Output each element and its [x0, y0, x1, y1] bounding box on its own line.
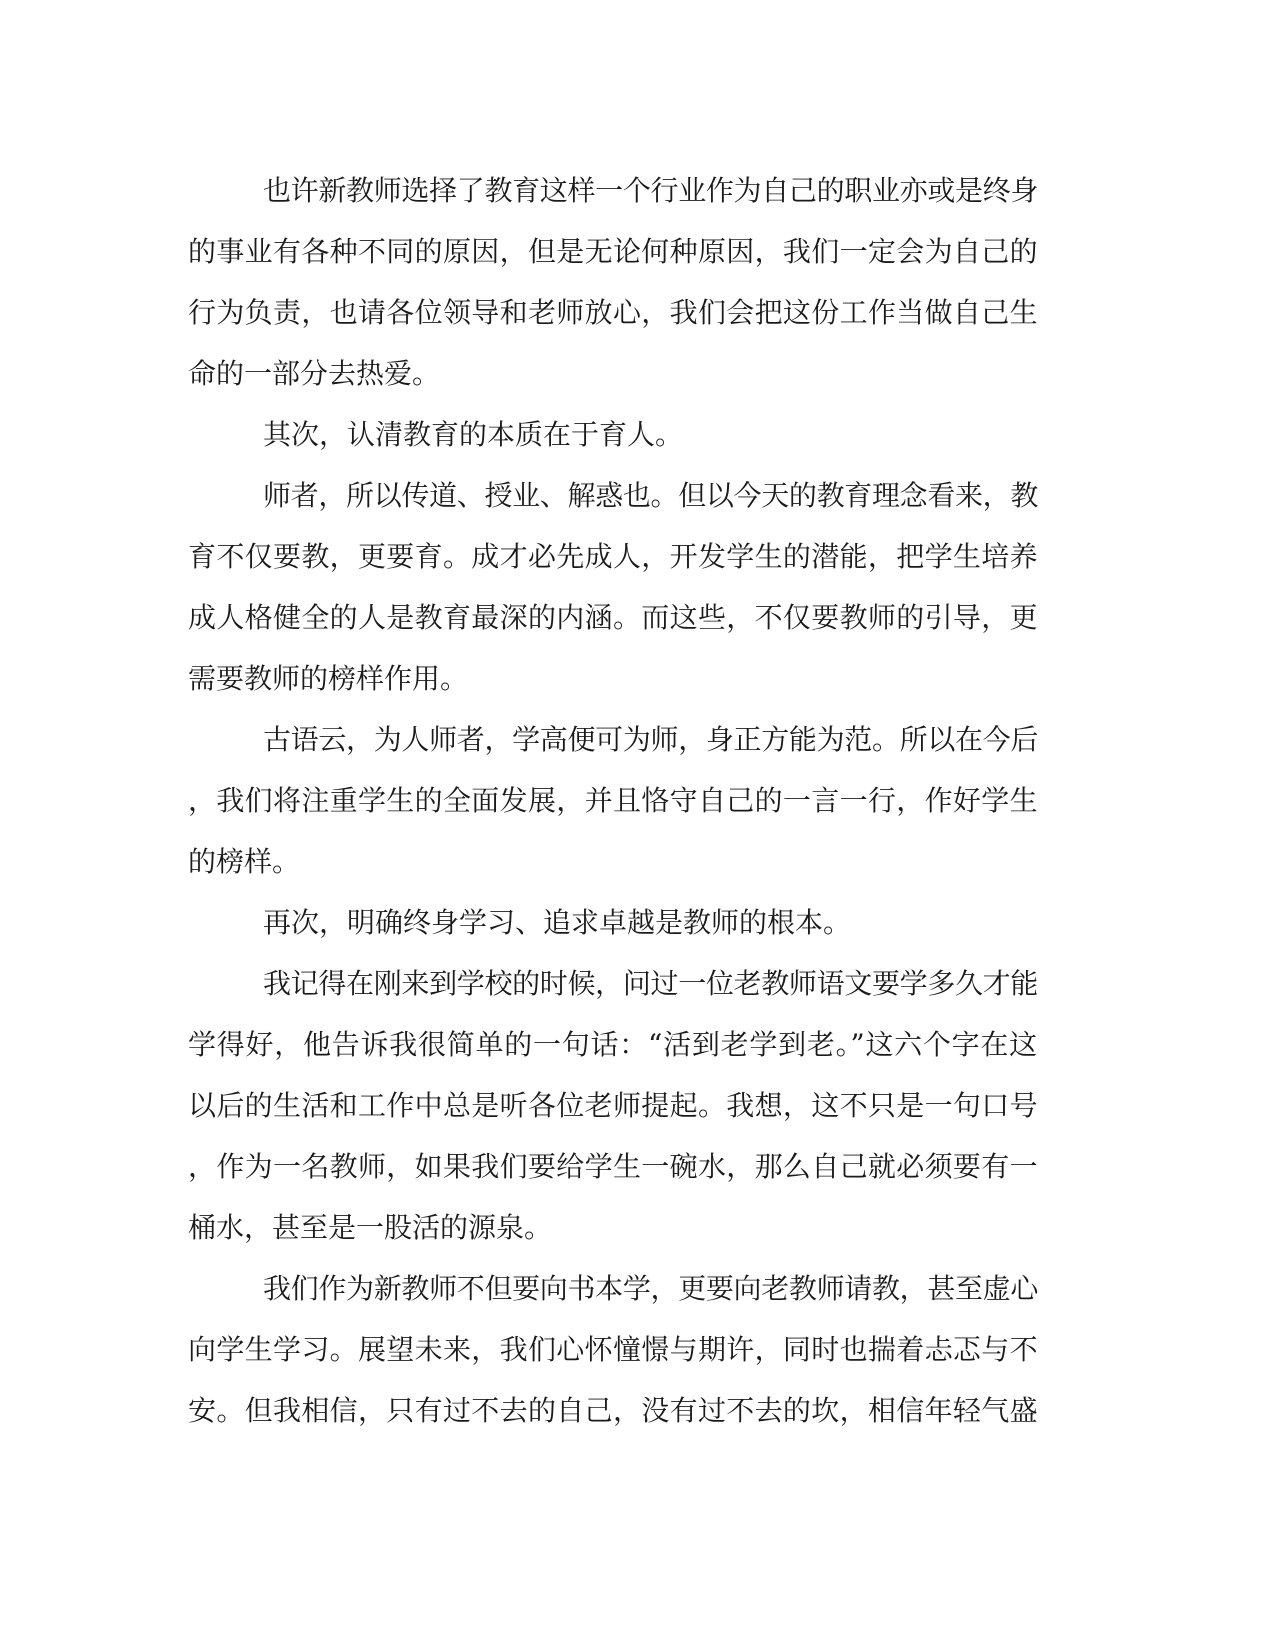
text-line: 再次，明确终身学习、追求卓越是教师的根本。 — [263, 906, 852, 939]
text-line: 也许新教师选择了教育这样一个行业作为自己的职业亦或是终身 — [263, 174, 1039, 207]
text-line: 行为负责，也请各位领导和老师放心，我们会把这份工作当做自己生 — [188, 296, 1038, 329]
text-line: ，我们将注重学生的全面发展，并且恪守自己的一言一行，作好学生 — [188, 784, 1038, 817]
text-line: 师者，所以传道、授业、解惑也。但以今天的教育理念看来，教 — [263, 479, 1039, 512]
text-line: 的事业有各种不同的原因，但是无论何种原因，我们一定会为自己的 — [188, 235, 1038, 268]
text-line: 古语云，为人师者，学高便可为师，身正方能为范。所以在今后 — [263, 723, 1039, 756]
text-line: 育不仅要教，更要育。成才必先成人，开发学生的潜能，把学生培养 — [188, 540, 1038, 573]
text-line: 我记得在刚来到学校的时候，问过一位老教师语文要学多久才能 — [263, 967, 1039, 1000]
text-line: 成人格健全的人是教育最深的内涵。而这些，不仅要教师的引导，更 — [188, 601, 1038, 634]
text-line: 学得好，他告诉我很简单的一句话：“活到老学到老。”这六个字在这 — [188, 1028, 1038, 1061]
text-line: 以后的生活和工作中总是听各位老师提起。我想，这不只是一句口号 — [188, 1089, 1038, 1122]
text-line: 命的一部分去热爱。 — [188, 357, 441, 390]
body-text — [188, 160, 1088, 1441]
text-line: 桶水，甚至是一股活的源泉。 — [188, 1211, 553, 1244]
text-line: 我们作为新教师不但要向书本学，更要向老教师请教，甚至虚心 — [263, 1272, 1039, 1305]
text-line: 安。但我相信，只有过不去的自己，没有过不去的坎，相信年轻气盛 — [188, 1394, 1038, 1427]
text-line: 向学生学习。展望未来，我们心怀憧憬与期许，同时也揣着忐忑与不 — [188, 1333, 1038, 1366]
text-line: 其次，认清教育的本质在于育人。 — [263, 418, 684, 451]
text-line: ，作为一名教师，如果我们要给学生一碗水，那么自己就必须要有一 — [188, 1150, 1038, 1183]
text-line: 的榜样。 — [188, 845, 301, 878]
text-line: 需要教师的榜样作用。 — [188, 662, 469, 695]
